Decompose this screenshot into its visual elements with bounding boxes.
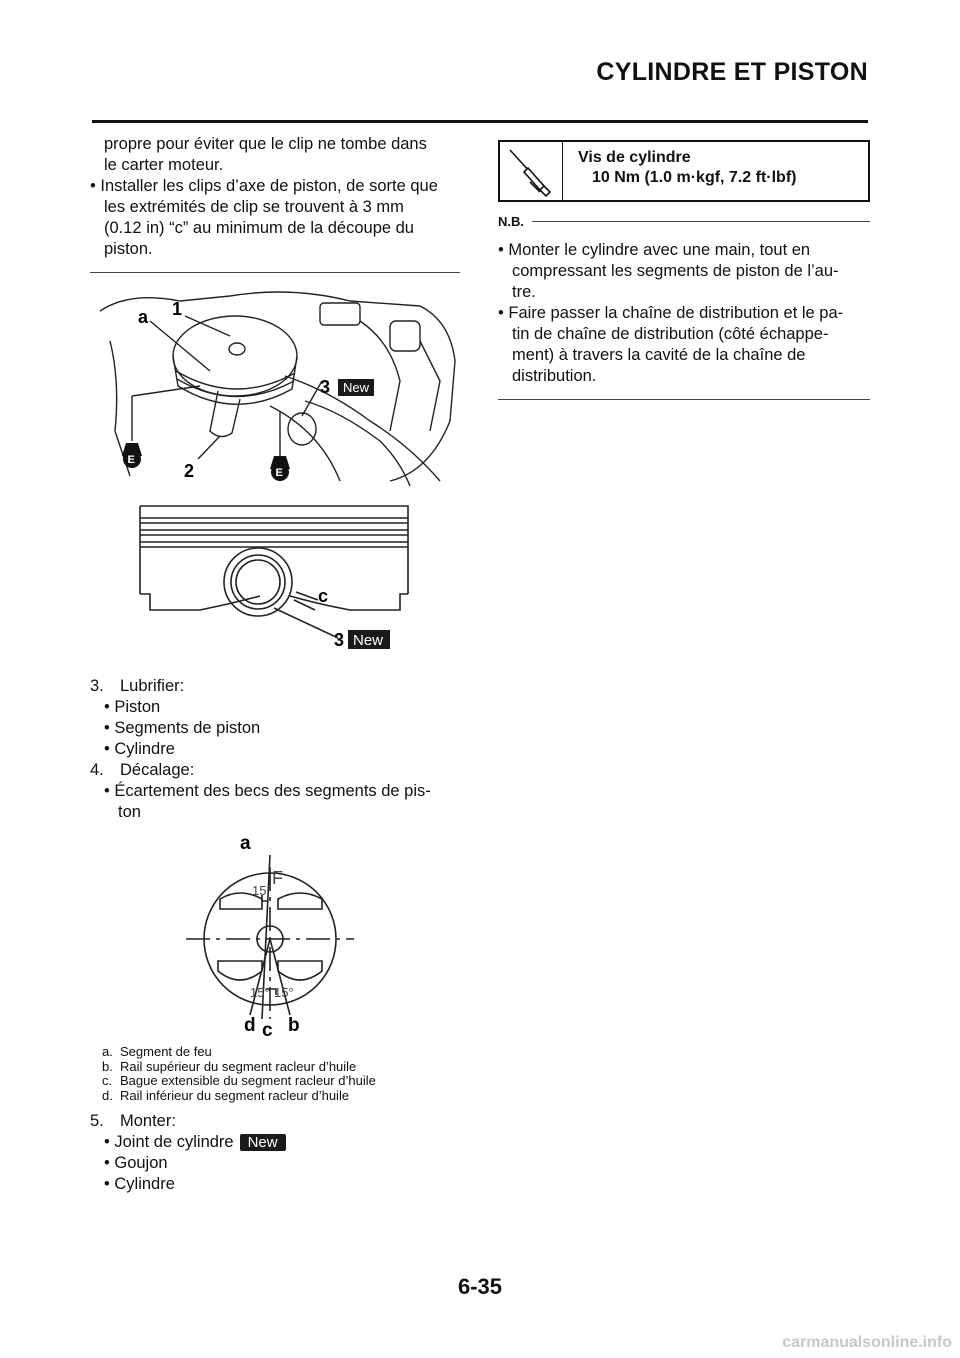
- step-3-item-segments: • Segments de piston: [104, 719, 261, 737]
- torque-wrench-icon: [500, 142, 563, 200]
- step-3-item-cylindre: • Cylindre: [104, 740, 175, 758]
- nb-bullet-1-line-2: compressant les segments de piston de l’au-: [512, 262, 839, 280]
- nb-bullet-2-line-2: tin de chaîne de distribution (côté échappe-: [512, 325, 829, 343]
- ring-gap-diagram: [90, 829, 460, 1039]
- intro-line-1: propre pour éviter que le clip ne tombe dans: [104, 135, 427, 153]
- fig1-label-a: a: [138, 307, 149, 327]
- section-divider: [90, 272, 460, 273]
- left-column: [90, 130, 460, 1195]
- e-symbol-right: E: [275, 467, 283, 479]
- step-4-item-line-2: ton: [118, 803, 141, 821]
- nb-bullet-2-line-3: ment) à travers la cavité de la chaîne de: [512, 346, 806, 364]
- nb-end-rule: [498, 399, 870, 400]
- step-5-item-cylindre: • Cylindre: [104, 1175, 175, 1193]
- fig3-label-f: F: [272, 868, 283, 888]
- fig3-angle-left: 15°: [250, 985, 270, 1000]
- step-3: 3. Lubrifier:: [90, 677, 185, 695]
- caption-c: c. Bague extensible du segment racleur d’huile: [102, 1073, 376, 1088]
- step-5-item-goujon: • Goujon: [104, 1154, 168, 1172]
- nb-bullet-1-line-1: • Monter le cylindre avec une main, tout en: [498, 241, 811, 259]
- torque-text: [578, 148, 796, 188]
- step-5-item-joint: • Joint de cylindre New: [90, 1132, 460, 1153]
- nb-bullet-2-line-1: • Faire passer la chaîne de distribution et le pa-: [498, 304, 844, 322]
- torque-spec-box: [498, 140, 870, 202]
- fig3-angle-right: 15°: [274, 985, 294, 1000]
- nb-bullet-1-line-3: tre.: [512, 283, 536, 301]
- caption-b: b. Rail supérieur du segment racleur d’huile: [102, 1058, 357, 1074]
- fig3-angle-top: 15°: [252, 883, 272, 898]
- clip-bullet-line-4: piston.: [104, 240, 153, 258]
- step-4-item-line-1: • Écartement des becs des segments de pis-: [104, 782, 431, 800]
- piston-clip-illustration: [90, 281, 460, 486]
- fig1-label-2: 2: [184, 461, 195, 481]
- torque-value: 10 Nm (1.0 m·kgf, 7.2 ft·lbf): [592, 169, 797, 186]
- fig1-new-text: New: [343, 380, 370, 395]
- e-symbol-left: E: [127, 454, 135, 466]
- fig2-label-3: 3: [334, 630, 345, 650]
- page-header-title: CYLINDRE ET PISTON: [596, 58, 868, 86]
- torque-title: Vis de cylindre: [578, 149, 691, 166]
- header-rule: [92, 120, 868, 123]
- page-number: 6-35: [457, 1274, 503, 1299]
- step-3-item-piston: • Piston: [104, 698, 161, 716]
- intro-line-2: le carter moteur.: [104, 156, 224, 174]
- nb-label: N.B.: [498, 214, 524, 229]
- caption-d: d. Rail inférieur du segment racleur d’huile: [102, 1087, 350, 1103]
- piston-side-view-diagram: [90, 496, 460, 656]
- new-badge: New: [240, 1134, 286, 1151]
- nb-content: [498, 240, 870, 387]
- clip-bullet-line-3: (0.12 in) “c” au minimum de la découpe du: [104, 219, 414, 237]
- fig3-label-b: b: [288, 1015, 300, 1036]
- caption-a: a. Segment de feu: [102, 1044, 212, 1059]
- nb-bullet-2-line-4: distribution.: [512, 367, 597, 385]
- nb-header: [498, 211, 870, 232]
- fig1-label-1: 1: [172, 299, 183, 319]
- clip-bullet-line-1: • Installer les clips d’axe de piston, de sorte que: [90, 177, 438, 195]
- fig2-label-c: c: [318, 586, 329, 606]
- right-column: [498, 140, 870, 400]
- clip-bullet-line-2: les extrémités de clip se trouvent à 3 mm: [104, 198, 404, 216]
- step-5: 5. Monter:: [90, 1112, 176, 1130]
- fig3-label-c: c: [262, 1020, 273, 1039]
- fig1-label-3: 3: [320, 377, 331, 397]
- nb-rule: [532, 221, 870, 222]
- fig3-label-a: a: [240, 833, 251, 854]
- figure-captions: [102, 1045, 460, 1103]
- step-4: 4. Décalage:: [90, 761, 195, 779]
- fig2-new-text: New: [353, 632, 384, 649]
- fig3-label-d: d: [244, 1015, 256, 1036]
- footer-watermark: carmanualsonline.info: [782, 1334, 952, 1351]
